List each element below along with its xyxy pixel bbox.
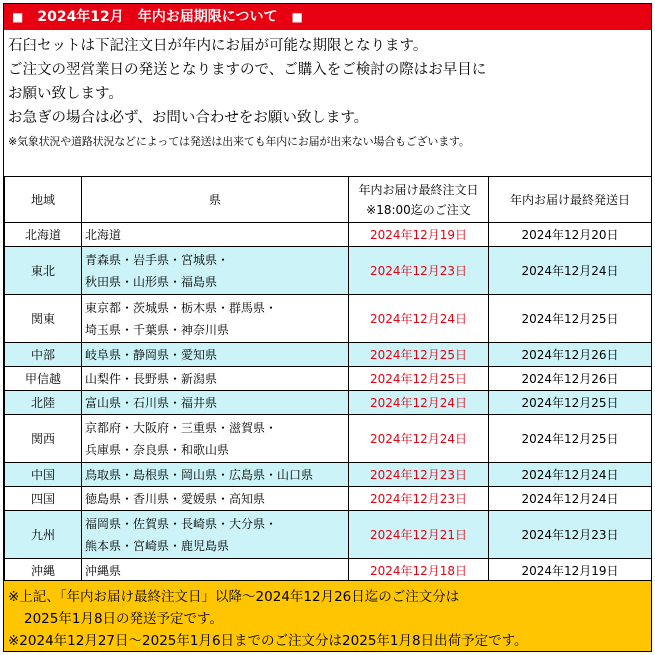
delivery-schedule-table <box>4 176 652 583</box>
last-ship-date-cell: 2024年12月26日 <box>489 367 652 391</box>
region-cell: 中国 <box>5 463 82 487</box>
last-ship-date-cell: 2024年12月25日 <box>489 415 652 463</box>
table-header-row <box>5 177 652 223</box>
prefecture-cell <box>82 415 349 463</box>
header-last-ship-date: 年内お届け最終発送日 <box>489 177 652 223</box>
region-cell: 関東 <box>5 295 82 343</box>
region-cell: 北陸 <box>5 391 82 415</box>
prefecture-cell <box>82 367 349 391</box>
last-ship-date-cell: 2024年12月24日 <box>489 487 652 511</box>
intro-line-4: お急ぎの場合は必ず、お問い合わせをお願い致します。 <box>8 110 369 126</box>
region-cell: 東北 <box>5 247 82 295</box>
prefecture-cell <box>82 223 349 247</box>
intro-text <box>4 30 651 176</box>
last-order-date-cell: 2024年12月24日 <box>349 295 489 343</box>
intro-line-1: 石臼セットは下記注文日が年内にお届が可能な期限となります。 <box>8 38 428 54</box>
prefecture-line-1: 富山県・石川県・福井県 <box>85 395 218 410</box>
last-ship-date-cell: 2024年12月24日 <box>489 463 652 487</box>
last-order-date-cell: 2024年12月23日 <box>349 247 489 295</box>
table-row <box>5 511 652 559</box>
last-ship-date-cell: 2024年12月23日 <box>489 511 652 559</box>
header-title: 2024年12月 年内お届期限について <box>37 9 278 25</box>
prefecture-line-2: 埼玉県・千葉県・神奈川県 <box>85 322 230 337</box>
region-cell: 北海道 <box>5 223 82 247</box>
prefecture-cell <box>82 247 349 295</box>
prefecture-line-1: 鳥取県・島根県・岡山県・広島県・山口県 <box>85 467 314 482</box>
table-row <box>5 223 652 247</box>
intro-line-2: ご注文の翌営業日の発送となりますので、ご購入をご検討の際はお早目に <box>8 62 487 78</box>
last-ship-date-cell: 2024年12月19日 <box>489 559 652 583</box>
table-row <box>5 367 652 391</box>
header-prefecture: 県 <box>82 177 349 223</box>
prefecture-line-1: 徳島県・香川県・愛媛県・高知県 <box>85 491 266 506</box>
prefecture-line-1: 青森県・岩手県・宮城県・ <box>85 252 230 267</box>
region-cell: 沖縄 <box>5 559 82 583</box>
prefecture-cell <box>82 559 349 583</box>
prefecture-line-1: 岐阜県・静岡県・愛知県 <box>85 347 218 362</box>
header-last-order-date <box>349 177 489 223</box>
last-ship-date-cell: 2024年12月24日 <box>489 247 652 295</box>
prefecture-cell <box>82 463 349 487</box>
prefecture-cell <box>82 511 349 559</box>
region-cell: 甲信越 <box>5 367 82 391</box>
last-order-date-cell: 2024年12月21日 <box>349 511 489 559</box>
last-order-date-cell: 2024年12月24日 <box>349 391 489 415</box>
prefecture-line-1: 北海道 <box>85 227 122 242</box>
last-ship-date-cell: 2024年12月20日 <box>489 223 652 247</box>
last-order-date-cell: 2024年12月23日 <box>349 463 489 487</box>
intro-note: ※気象状況や道路状況などによっては発送は出来ても年内にお届が出来ない場合もございます。 <box>8 135 470 148</box>
prefecture-line-2: 秋田県・山形県・福島県 <box>85 274 218 289</box>
last-order-date-cell: 2024年12月25日 <box>349 367 489 391</box>
prefecture-cell <box>82 487 349 511</box>
footer-line-3: ※2024年12月27日～2025年1月6日までのご注文分は2025年1月8日出荷予定です。 <box>8 633 528 649</box>
table-row <box>5 295 652 343</box>
prefecture-cell <box>82 295 349 343</box>
header-bullet-left: ■ <box>12 10 24 24</box>
prefecture-line-1: 沖縄県 <box>85 563 122 578</box>
prefecture-cell <box>82 343 349 367</box>
table-row <box>5 463 652 487</box>
last-order-date-cell: 2024年12月24日 <box>349 415 489 463</box>
last-order-date-cell: 2024年12月19日 <box>349 223 489 247</box>
header-bullet-right: ■ <box>291 10 303 24</box>
table-row <box>5 559 652 583</box>
region-cell: 九州 <box>5 511 82 559</box>
notice-frame <box>3 3 652 652</box>
region-cell: 四国 <box>5 487 82 511</box>
prefecture-line-1: 東京都・茨城県・栃木県・群馬県・ <box>85 300 278 315</box>
last-ship-date-cell: 2024年12月26日 <box>489 343 652 367</box>
prefecture-line-2: 熊本県・宮崎県・鹿児島県 <box>85 538 230 553</box>
footer-notice <box>4 580 651 651</box>
header-last-order-date-line2: ※18:00迄のご注文 <box>366 202 471 217</box>
table-row <box>5 247 652 295</box>
prefecture-line-1: 山梨件・長野県・新潟県 <box>85 371 218 386</box>
last-order-date-cell: 2024年12月25日 <box>349 343 489 367</box>
prefecture-line-2: 兵庫県・奈良県・和歌山県 <box>85 442 230 457</box>
prefecture-line-1: 福岡県・佐賀県・長崎県・大分県・ <box>85 516 278 531</box>
last-order-date-cell: 2024年12月23日 <box>349 487 489 511</box>
region-cell: 関西 <box>5 415 82 463</box>
table-row <box>5 415 652 463</box>
table-row <box>5 391 652 415</box>
header-bar <box>4 4 651 30</box>
last-order-date-cell: 2024年12月18日 <box>349 559 489 583</box>
footer-line-1: ※上記、「年内お届け最終注文日」以降～2024年12月26日迄のご注文分は <box>8 589 460 605</box>
prefecture-cell <box>82 391 349 415</box>
last-ship-date-cell: 2024年12月25日 <box>489 391 652 415</box>
table-row <box>5 343 652 367</box>
intro-line-3: お願い致します。 <box>8 86 123 102</box>
region-cell: 中部 <box>5 343 82 367</box>
table-row <box>5 487 652 511</box>
header-last-order-date-line1: 年内お届け最終注文日 <box>358 182 479 197</box>
last-ship-date-cell: 2024年12月25日 <box>489 295 652 343</box>
header-region: 地域 <box>5 177 82 223</box>
footer-line-2: 2025年1月8日の発送予定です。 <box>24 611 223 627</box>
prefecture-line-1: 京都府・大阪府・三重県・滋賀県・ <box>85 420 278 435</box>
